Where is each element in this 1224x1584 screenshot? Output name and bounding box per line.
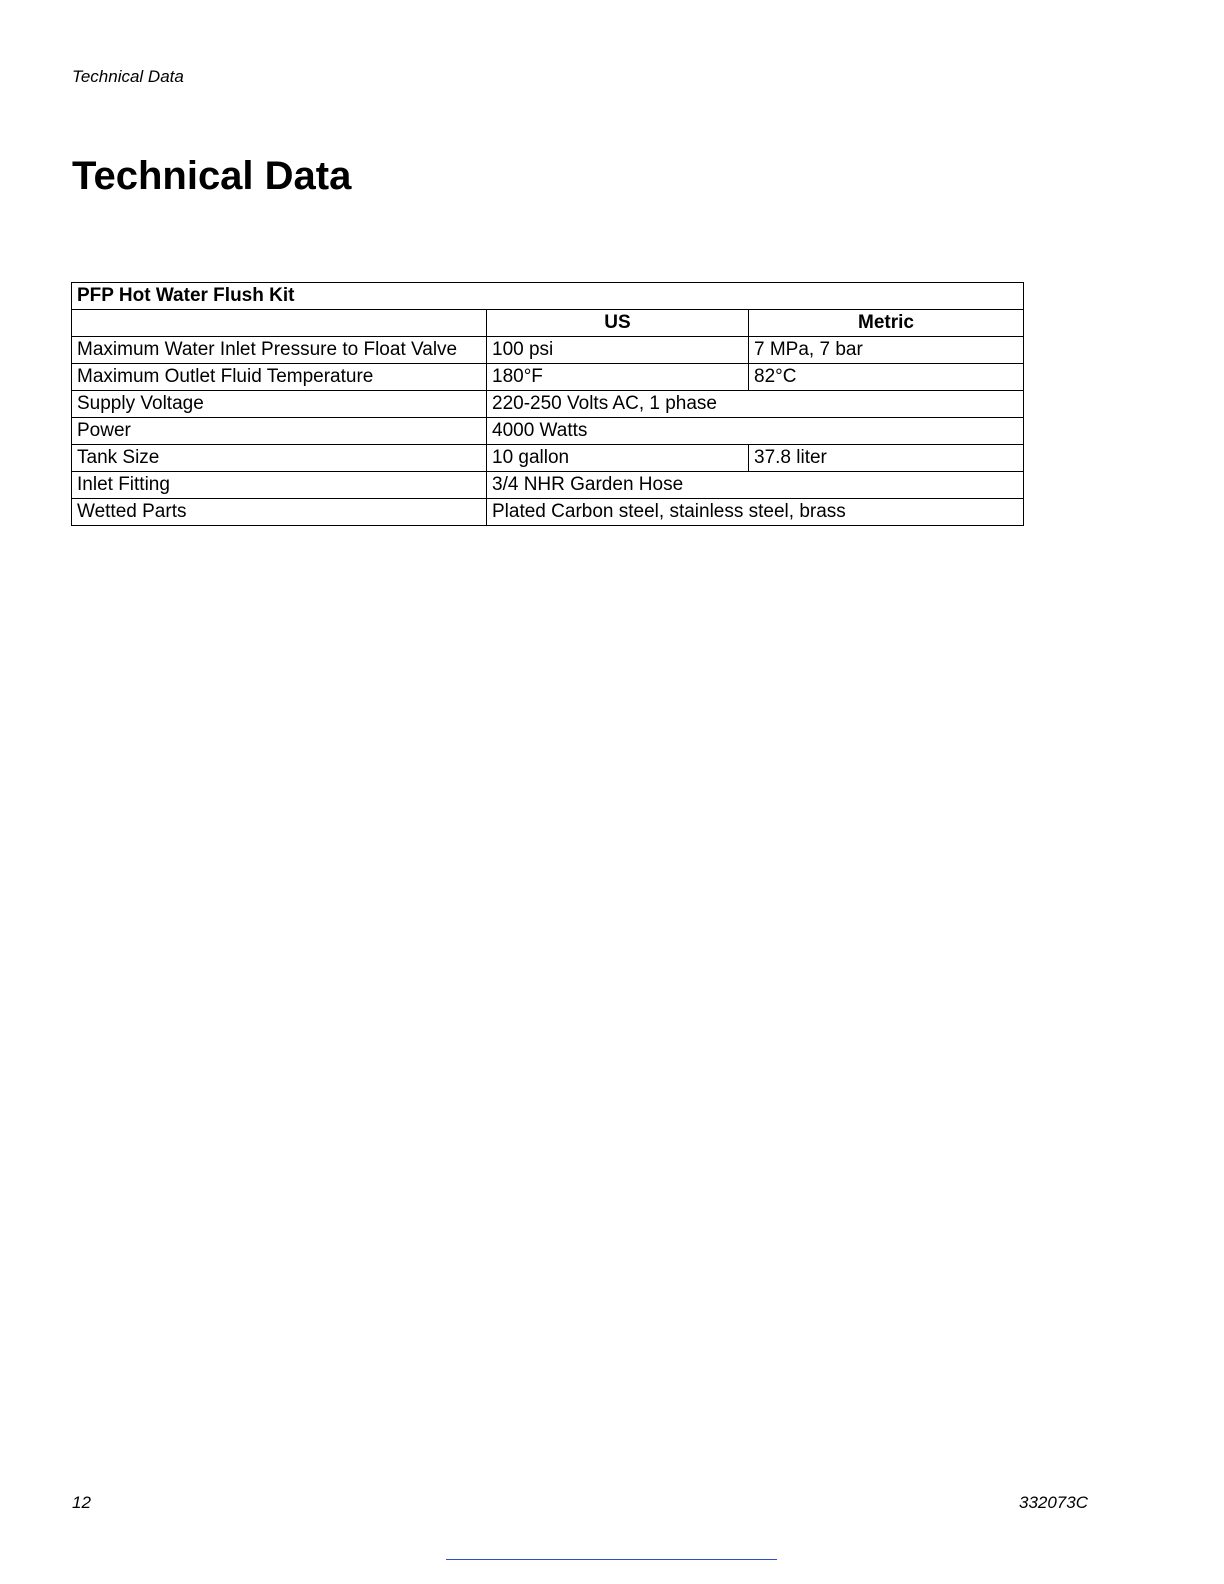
row-label: Power	[72, 418, 487, 445]
table-row	[72, 391, 1024, 418]
table-header-row	[72, 310, 1024, 337]
column-header-label	[72, 310, 487, 337]
row-label: Maximum Water Inlet Pressure to Float Valve	[72, 337, 487, 364]
table-row	[72, 445, 1024, 472]
row-value: Plated Carbon steel, stainless steel, brass	[487, 499, 1024, 526]
row-metric-value: 82°C	[749, 364, 1024, 391]
running-header: Technical Data	[72, 67, 184, 86]
row-label: Inlet Fitting	[72, 472, 487, 499]
row-value: 4000 Watts	[487, 418, 1024, 445]
technical-data-table	[71, 282, 1024, 526]
document-number: 332073C	[1018, 1493, 1088, 1512]
table-row	[72, 472, 1024, 499]
table-caption: PFP Hot Water Flush Kit	[72, 283, 1024, 310]
bottom-rule	[446, 1559, 777, 1560]
row-value: 3/4 NHR Garden Hose	[487, 472, 1024, 499]
row-metric-value: 7 MPa, 7 bar	[749, 337, 1024, 364]
column-header-metric: Metric	[749, 310, 1024, 337]
page-number: 12	[72, 1493, 91, 1512]
row-us-value: 100 psi	[487, 337, 749, 364]
row-metric-value: 37.8 liter	[749, 445, 1024, 472]
table-row	[72, 337, 1024, 364]
table-caption-row	[72, 283, 1024, 310]
row-value: 220-250 Volts AC, 1 phase	[487, 391, 1024, 418]
row-label: Maximum Outlet Fluid Temperature	[72, 364, 487, 391]
row-us-value: 10 gallon	[487, 445, 749, 472]
row-label: Wetted Parts	[72, 499, 487, 526]
row-label: Supply Voltage	[72, 391, 487, 418]
table-row	[72, 418, 1024, 445]
table-row	[72, 364, 1024, 391]
row-label: Tank Size	[72, 445, 487, 472]
table-row	[72, 499, 1024, 526]
column-header-us: US	[487, 310, 749, 337]
row-us-value: 180°F	[487, 364, 749, 391]
page-title: Technical Data	[72, 154, 352, 198]
